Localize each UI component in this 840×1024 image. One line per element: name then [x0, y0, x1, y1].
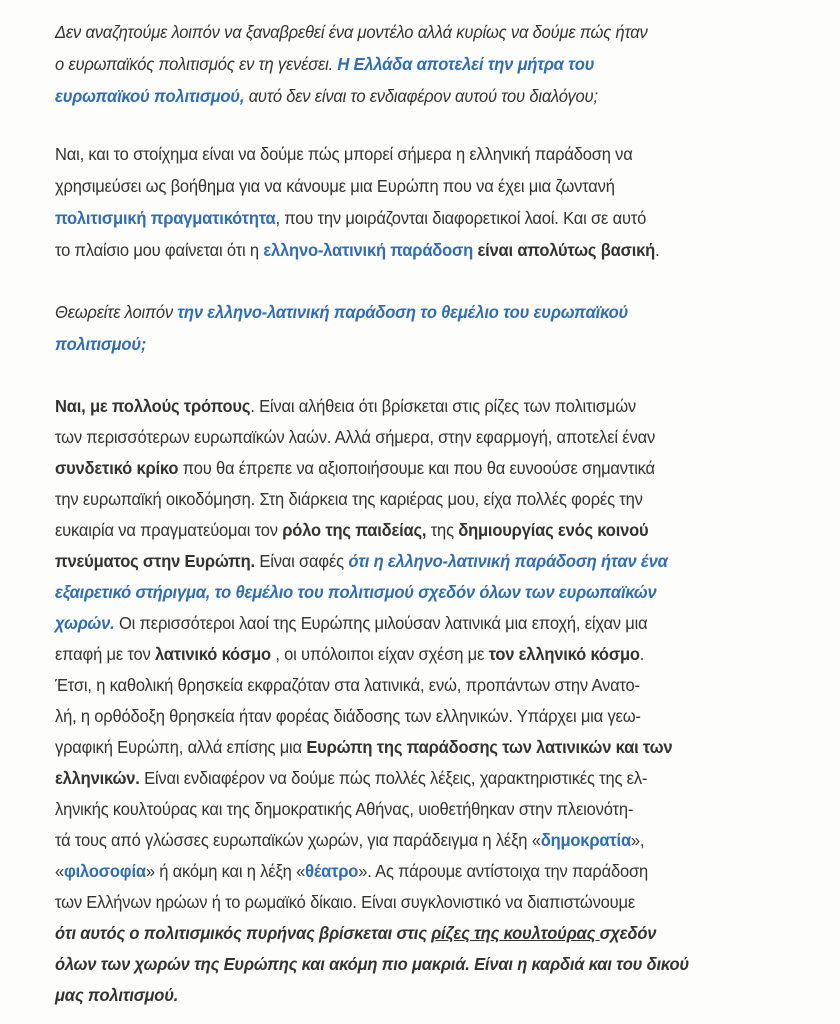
- text-run: Είναι σαφές: [254, 551, 349, 571]
- text-line: [55, 170, 773, 202]
- text-line: [55, 980, 773, 1011]
- text-line: [55, 856, 773, 887]
- text-line: [55, 80, 773, 112]
- text-run: της: [426, 520, 459, 540]
- text-run: Δεν αναζητούμε λοιπόν να ξαναβρεθεί ένα μοντέλο αλλά κυρίως να δούμε πώς ήταν: [55, 22, 648, 42]
- text-run: Οι περισσότεροι λαοί της Ευρώπης μιλούσαν λατινικά μια εποχή, είχαν μια: [114, 613, 648, 633]
- text-line: [55, 639, 773, 670]
- text-line: [55, 422, 773, 453]
- text-run: ρίζες της κουλτούρας: [431, 923, 600, 943]
- highlighted-text: Η Ελλάδα αποτελεί την μήτρα του: [337, 54, 595, 74]
- highlighted-text: θέατρο: [305, 861, 359, 881]
- text-run: γραφική Ευρώπη, αλλά επίσης μια: [55, 737, 307, 757]
- text-line: [55, 701, 773, 732]
- text-run: «: [55, 861, 65, 881]
- text-run: Είναι ενδιαφέρον να δούμε πώς πολλές λέξεις, χαρακτηριστικές της ελ-: [139, 768, 648, 788]
- paragraph-answer-2: [55, 391, 815, 1011]
- text-line: [55, 16, 773, 48]
- text-run: τον ελληνικό κόσμο: [488, 644, 640, 664]
- text-line: [55, 484, 773, 515]
- text-line: [55, 546, 773, 577]
- text-run: .: [639, 644, 645, 664]
- text-run: λή, η ορθόδοξη θρησκεία ήταν φορέας διάδοσης των ελληνικών. Υπάρχει μια γεω-: [55, 706, 641, 726]
- text-run: Έτσι, η καθολική θρησκεία εκφραζόταν στα λατινικά, ενώ, προπάντων στην Ανατο-: [55, 675, 640, 695]
- text-run: χρησιμεύσει ως βοήθημα για να κάνουμε μια Ευρώπη που να έχει μια ζωντανή: [55, 176, 615, 196]
- text-line: [55, 732, 773, 763]
- text-run: ρόλο της παιδείας,: [282, 520, 427, 540]
- text-run: »,: [630, 830, 645, 850]
- text-run: Ναι, και το στοίχημα είναι να δούμε πώς μπορεί σήμερα η ελληνική παράδοση να: [55, 144, 633, 164]
- text-line: [55, 825, 773, 856]
- text-run: την ευρωπαϊκή οικοδόμηση. Στη διάρκεια της καριέρας μου, είχα πολλές φορές την: [55, 489, 643, 509]
- text-line: [55, 608, 773, 639]
- paragraph-question-1: [55, 16, 815, 112]
- text-run: Ευρώπη της παράδοσης των λατινικών και των: [306, 737, 673, 757]
- text-line: [55, 577, 773, 608]
- text-run: ». Ας πάρουμε αντίστοιχα την παράδοση: [358, 861, 649, 881]
- text-run: πνεύματος στην Ευρώπη.: [55, 551, 255, 571]
- text-run: ευκαιρία να πραγματεύομαι τον: [55, 520, 283, 540]
- text-run: δημιουργίας ενός κοινού: [458, 520, 649, 540]
- text-run: ελληνικών.: [55, 768, 140, 788]
- text-run: ληνικής κουλτούρας και της δημοκρατικής Αθήνας, υιοθετήθηκαν στην πλειονότη-: [55, 799, 634, 819]
- text-line: [55, 794, 773, 825]
- highlighted-text: πολιτισμική πραγματικότητα: [55, 208, 276, 228]
- text-line: [55, 453, 773, 484]
- text-line: [55, 763, 773, 794]
- text-run: » ή ακόμη και η λέξη «: [145, 861, 306, 881]
- paragraph-answer-1: [55, 138, 815, 266]
- text-line: [55, 296, 773, 328]
- text-run: λατινικό κόσμο: [154, 644, 271, 664]
- highlighted-text: φιλοσοφία: [64, 861, 146, 881]
- text-run: αυτό δεν είναι το ενδιαφέρον αυτού του διαλόγου;: [244, 86, 598, 106]
- highlighted-text: την ελληνο-λατινική παράδοση το θεμέλιο του ευρωπαϊκού: [177, 302, 629, 322]
- text-run: τά τους από γλώσσες ευρωπαϊκών χωρών, για παράδειγμα η λέξη «: [55, 830, 541, 850]
- highlighted-text: πολιτισμού;: [55, 334, 147, 354]
- highlighted-text: ευρωπαϊκού πολιτισμού,: [55, 86, 245, 106]
- text-line: [55, 234, 773, 266]
- text-run: ότι αυτός ο πολιτισμικός πυρήνας βρίσκεται στις: [55, 923, 432, 943]
- text-run: συνδετικό κρίκο: [55, 458, 179, 478]
- text-line: [55, 138, 773, 170]
- text-run: των Ελλήνων ηρώων ή το ρωμαϊκό δίκαιο. Είναι συγκλονιστικό να διαπιστώνουμε: [55, 892, 636, 912]
- text-run: ο ευρωπαϊκός πολιτισμός εν τη γενέσει.: [55, 54, 338, 74]
- text-line: [55, 515, 773, 546]
- text-line: [55, 918, 773, 949]
- text-run: όλων των χωρών της Ευρώπης και ακόμη πιο μακριά. Είναι η καρδιά και του δικού: [55, 954, 689, 974]
- text-run: που θα έπρεπε να αξιοποιήσουμε και που θα ευνοούσε σημαντικά: [178, 458, 655, 478]
- text-line: [55, 949, 773, 980]
- text-line: [55, 328, 773, 360]
- text-line: [55, 202, 773, 234]
- text-run: .: [655, 240, 660, 260]
- text-run: των περισσότερων ευρωπαϊκών λαών. Αλλά σήμερα, στην εφαρμογή, αποτελεί έναν: [55, 427, 656, 447]
- text-run: , που την μοιράζονται διαφορετικοί λαοί. Και σε αυτό: [275, 208, 647, 228]
- text-line: [55, 48, 773, 80]
- highlighted-text: ότι η ελληνο-λατινική παράδοση ήταν ένα: [348, 551, 668, 571]
- text-line: [55, 887, 773, 918]
- text-line: [55, 391, 773, 422]
- text-run: σχεδόν: [599, 923, 657, 943]
- highlighted-text: ελληνο-λατινική παράδοση: [263, 240, 474, 260]
- highlighted-text: χωρών.: [55, 613, 115, 633]
- text-run: . Είναι αλήθεια ότι βρίσκεται στις ρίζες των πολιτισμών: [250, 396, 637, 416]
- text-run: το πλαίσιο μου φαίνεται ότι η: [55, 240, 264, 260]
- highlighted-text: δημοκρατία: [540, 830, 631, 850]
- text-run: Θεωρείτε λοιπόν: [55, 302, 178, 322]
- text-run: είναι απολύτως βασική: [473, 240, 656, 260]
- text-run: επαφή με τον: [55, 644, 155, 664]
- highlighted-text: εξαιρετικό στήριγμα, το θεμέλιο του πολιτισμού σχεδόν όλων των ευρωπαϊκών: [55, 582, 657, 602]
- paragraph-question-2: [55, 296, 815, 360]
- text-line: [55, 670, 773, 701]
- text-run: Ναι, με πολλούς τρόπους: [55, 396, 251, 416]
- text-run: , οι υπόλοιποι είχαν σχέση με: [270, 644, 489, 664]
- text-run: μας πολιτισμού.: [55, 985, 179, 1005]
